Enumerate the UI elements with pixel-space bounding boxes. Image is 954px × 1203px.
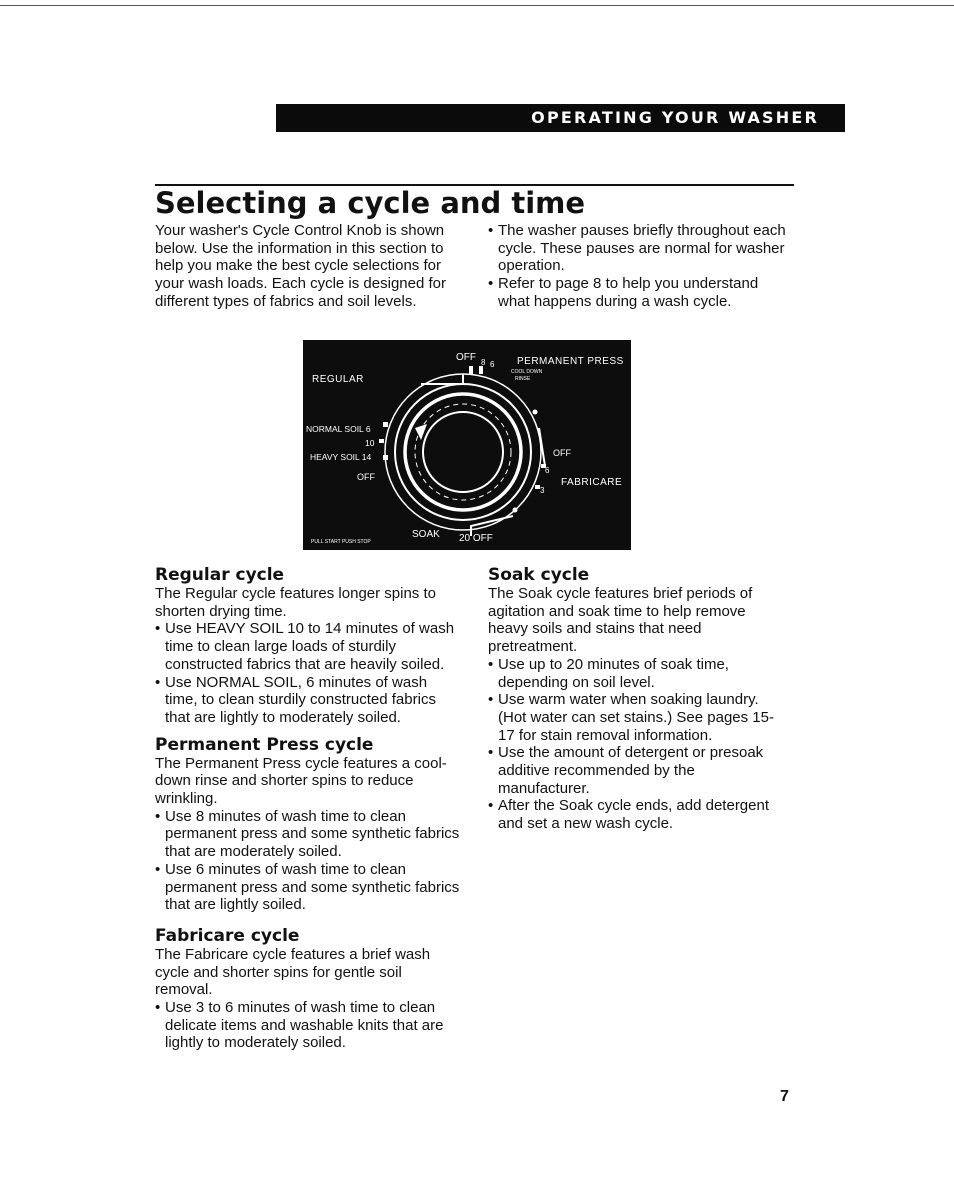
dial-label-soak-off: 20 OFF: [459, 533, 493, 544]
intro-bullet: • The washer pauses briefly throughout each cycle. These pauses are normal for washer operation.: [488, 222, 788, 275]
dial-label-heavy-soil: HEAVY SOIL 14: [310, 452, 372, 462]
soak-cycle-bullet: • Use up to 20 minutes of soak time, depending on soil level.: [488, 656, 788, 691]
regular-cycle-bullet: • Use HEAVY SOIL 10 to 14 minutes of wash time to clean large loads of sturdily constructed fabrics that are heavily soiled.: [155, 620, 460, 673]
intro-left-column: [155, 222, 457, 311]
knob-dashed-ring: [415, 404, 511, 500]
regular-cycle-heading: Regular cycle: [155, 565, 285, 585]
heavy-soil-10-tick: [379, 439, 384, 443]
soak-cycle-heading: Soak cycle: [488, 565, 590, 585]
cycle-control-knob: [303, 340, 631, 550]
top-rule: [0, 5, 954, 6]
section-banner: OPERATING YOUR WASHER: [276, 104, 845, 132]
page-title: Selecting a cycle and time: [155, 186, 586, 220]
page-number: 7: [780, 1088, 789, 1105]
soak-cycle-intro: The Soak cycle features brief periods of agitation and soak time to help remove heavy soils and stains that need pretreatment.: [488, 585, 753, 656]
permanent-press-bullet: • Use 8 minutes of wash time to clean permanent press and some synthetic fabrics that are moderately soiled.: [155, 808, 460, 861]
soak-cycle-bullet: • Use the amount of detergent or presoak additive recommended by the manufacturer.: [488, 744, 788, 797]
dial-label-off-top: OFF: [456, 352, 476, 363]
dial-label-cool-down: COOL DOWN: [511, 369, 543, 375]
dial-dot: [533, 410, 538, 415]
normal-soil-tick: [383, 422, 388, 427]
dial-label-pull-push: PULL START PUSH STOP: [311, 539, 371, 545]
dial-label-regular: REGULAR: [312, 374, 364, 385]
intro-paragraph: Your washer's Cycle Control Knob is shown below. Use the information in this section to help you make the best cycle selections for your wash loads. Each cycle is designed for different types of fabrics and soil levels.: [155, 222, 446, 310]
dial-label-normal-soil: NORMAL SOIL 6: [306, 424, 371, 434]
fabricare-bullet: • Use 3 to 6 minutes of wash time to clean delicate items and washable knits that are lightly to moderately soiled.: [155, 999, 460, 1052]
permanent-press-heading: Permanent Press cycle: [155, 734, 374, 755]
pp-8-tick: [469, 366, 473, 374]
fabricare-intro: The Fabricare cycle features a brief wash cycle and shorter spins for gentle soil removal.: [155, 945, 431, 999]
regular-cycle-bullet: • Use NORMAL SOIL, 6 minutes of wash time, to clean sturdily constructed fabrics that are lightly to moderately soiled.: [155, 674, 460, 727]
dial-label-heavy-10: 10: [365, 438, 375, 448]
heavy-soil-14-tick: [383, 455, 388, 460]
soak-cycle-bullet: • Use warm water when soaking laundry. (Hot water can set stains.) See pages 15-17 for stain removal information.: [488, 691, 788, 744]
cycle-knob-illustration: [303, 340, 631, 550]
dial-label-pp-8: 8: [481, 358, 486, 367]
pp-6-tick: [479, 366, 483, 374]
right-column: [488, 565, 788, 833]
dial-dot: [513, 508, 518, 513]
fabricare-heading: Fabricare cycle: [155, 925, 300, 946]
dial-label-fabricare: FABRICARE: [561, 477, 623, 488]
intro-bullet: • Refer to page 8 to help you understand what happens during a wash cycle.: [488, 275, 788, 310]
dial-label-off-right: OFF: [553, 448, 571, 458]
dial-label-permanent-press: PERMANENT PRESS: [517, 356, 624, 367]
dial-label-off-left: OFF: [357, 472, 375, 482]
permanent-press-intro: The Permanent Press cycle features a cool-down rinse and shorter spins to reduce wrinkling.: [155, 754, 447, 808]
knob-outer-ring: [385, 374, 541, 530]
regular-cycle-intro: The Regular cycle features longer spins to shorten drying time.: [155, 585, 436, 620]
dial-label-fabricare-6: 6: [545, 466, 550, 475]
dial-label-pp-6: 6: [490, 360, 495, 369]
soak-cycle-bullet: • After the Soak cycle ends, add detergent and set a new wash cycle.: [488, 797, 788, 832]
knob-center: [423, 412, 503, 492]
dial-label-fabricare-3: 3: [540, 486, 545, 495]
intro-right-column: [488, 222, 788, 311]
left-column: [155, 565, 460, 1052]
dial-label-soak: SOAK: [412, 529, 440, 540]
permanent-press-bullet: • Use 6 minutes of wash time to clean permanent press and some synthetic fabrics that are lightly soiled.: [155, 861, 460, 914]
dial-label-rinse: RINSE: [515, 376, 531, 382]
